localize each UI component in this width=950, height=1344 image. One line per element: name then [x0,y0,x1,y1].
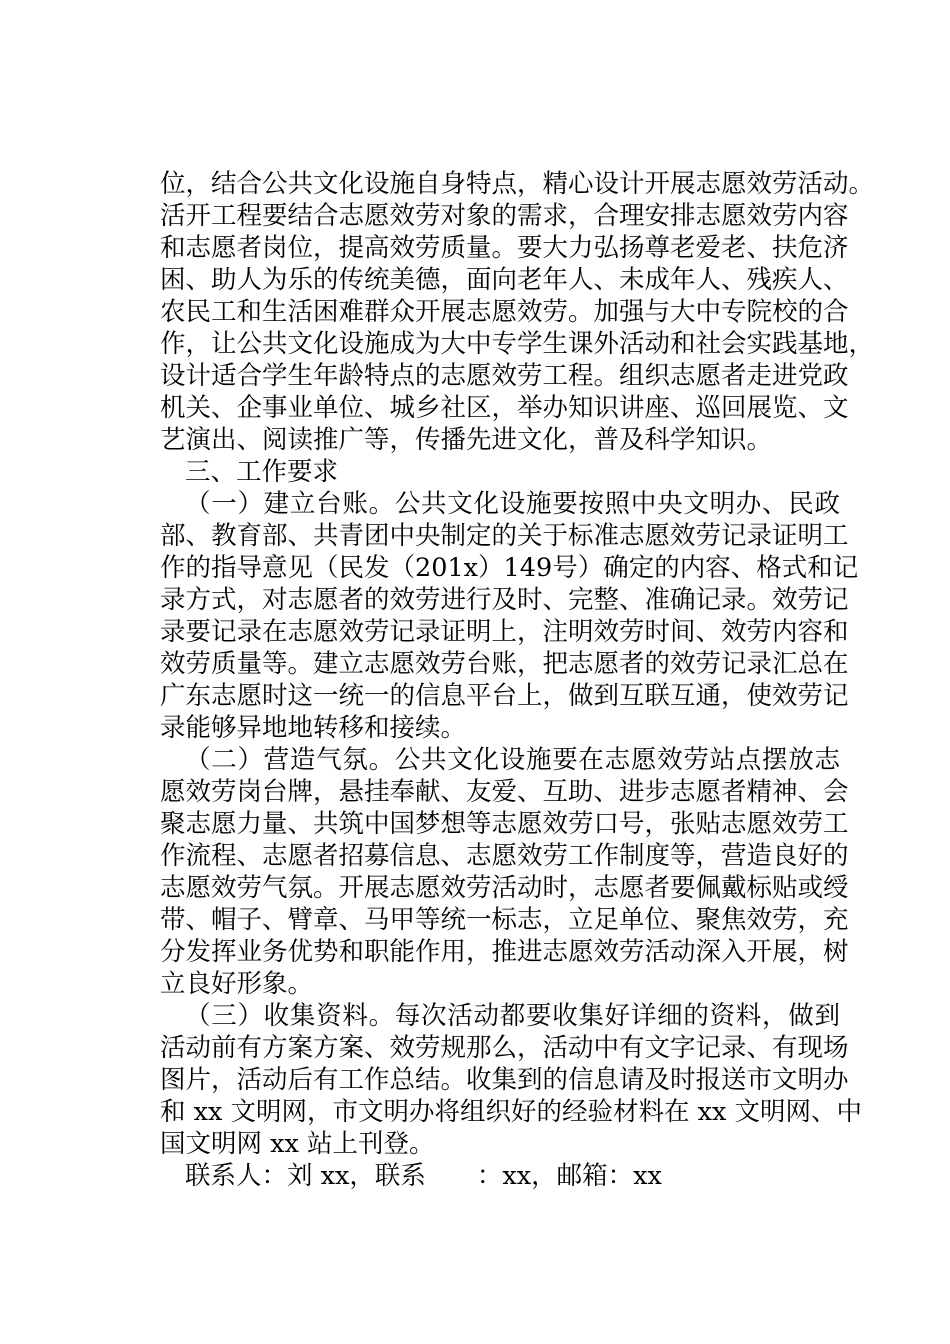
body-text [160,168,875,1192]
paragraph-line: 部、教育部、共青团中央制定的关于标准志愿效劳记录证明工 [160,521,849,551]
paragraph-line: 录能够异地地转移和接续。 [160,713,467,743]
paragraph-line: 带、帽子、臂章、马甲等统一标志，立足单位、聚焦效劳，充 [160,905,849,935]
paragraph-line: 立良好形象。 [160,969,314,999]
paragraph-line: 录方式，对志愿者的效劳进行及时、完整、准确记录。效劳记 [160,585,849,615]
paragraph-line: 作流程、志愿者招募信息、志愿效劳工作制度等，营造良好的 [160,841,849,871]
paragraph-line: 聚志愿力量、共筑中国梦想等志愿效劳口号，张贴志愿效劳工 [160,809,849,839]
subsection-heading-line: （二）营造气氛。公共文化设施要在志愿效劳站点摆放志 [185,745,840,775]
section-heading: 三、工作要求 [185,457,339,487]
subsection-heading-line: （三）收集资料。每次活动都要收集好详细的资料，做到 [185,1001,840,1031]
paragraph-line: 活动前有方案方案、效劳规那么，活动中有文字记录、有现场 [160,1033,849,1063]
paragraph-line: 分发挥业务优势和职能作用，推进志愿效劳活动深入开展，树 [160,937,849,967]
paragraph-line: 作，让公共文化设施成为大中专学生课外活动和社会实践基地， [160,329,875,359]
paragraph-line: 艺演出、阅读推广等，传播先进文化，普及科学知识。 [160,425,773,455]
paragraph-line: 录要记录在志愿效劳记录证明上，注明效劳时间、效劳内容和 [160,617,849,647]
contact-line: 联系人：刘 xx，联系 ：xx，邮箱：xx [185,1161,662,1191]
paragraph-line: 国文明网 xx 站上刊登。 [160,1129,435,1159]
paragraph-line: 设计适合学生年龄特点的志愿效劳工程。组织志愿者走进党政 [160,361,849,391]
paragraph-line: 广东志愿时这一统一的信息平台上，做到互联互通，使效劳记 [160,681,849,711]
subsection-heading-line: （一）建立台账。公共文化设施要按照中央文明办、民政 [185,489,840,519]
paragraph-line: 效劳质量等。建立志愿效劳台账，把志愿者的效劳记录汇总在 [160,649,849,679]
paragraph-line: 愿效劳岗台牌，悬挂奉献、友爱、互助、进步志愿者精神、会 [160,777,849,807]
paragraph-line: 图片，活动后有工作总结。收集到的信息请及时报送市文明办 [160,1065,849,1095]
paragraph-line: 困、助人为乐的传统美德，面向老年人、未成年人、残疾人、 [160,265,849,295]
paragraph-line: 农民工和生活困难群众开展志愿效劳。加强与大中专院校的合 [160,297,849,327]
paragraph-line: 机关、企事业单位、城乡社区，举办知识讲座、巡回展览、文 [160,393,849,423]
paragraph-line: 位，结合公共文化设施自身特点，精心设计开展志愿效劳活动。 [160,169,875,199]
paragraph-line: 作的指导意见（民发（201x）149号）确定的内容、格式和记 [160,553,859,583]
paragraph-line: 和志愿者岗位，提高效劳质量。要大力弘扬尊老爱老、扶危济 [160,233,849,263]
paragraph-line: 活开工程要结合志愿效劳对象的需求，合理安排志愿效劳内容 [160,201,849,231]
paragraph-line: 志愿效劳气氛。开展志愿效劳活动时，志愿者要佩戴标贴或绶 [160,873,849,903]
paragraph-line: 和 xx 文明网，市文明办将组织好的经验材料在 xx 文明网、中 [160,1097,862,1127]
